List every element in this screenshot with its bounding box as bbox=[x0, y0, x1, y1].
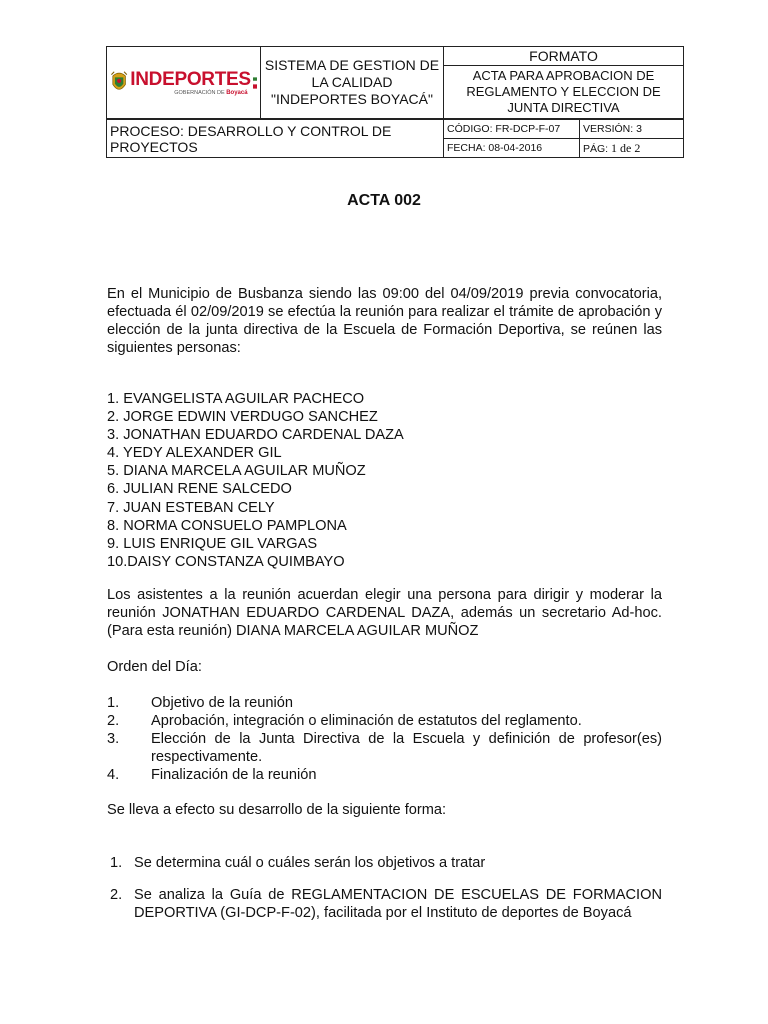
attendee-item: 4. YEDY ALEXANDER GIL bbox=[107, 445, 282, 462]
format-title: ACTA PARA APROBACION DE REGLAMENTO Y ELECCION DE JUNTA DIRECTIVA bbox=[444, 66, 684, 119]
development-list bbox=[110, 854, 662, 922]
list-item bbox=[110, 854, 662, 872]
format-label: FORMATO bbox=[444, 47, 684, 66]
list-item bbox=[107, 730, 662, 766]
development-intro: Se lleva a efecto su desarrollo de la siguiente forma: bbox=[107, 802, 447, 818]
list-item bbox=[110, 886, 662, 922]
attendee-item: 10.DAISY CONSTANZA QUIMBAYO bbox=[107, 553, 345, 570]
agenda-heading: Orden del Día: bbox=[107, 659, 202, 675]
attendee-item: 7. JUAN ESTEBAN CELY bbox=[107, 499, 275, 516]
attendee-item: 1. EVANGELISTA AGUILAR PACHECO bbox=[107, 391, 365, 407]
list-item-text: Elección de la Junta Directiva de la Escuela y definición de profesor(es) respectivamente. bbox=[151, 731, 662, 765]
list-item-text: Se analiza la Guía de REGLAMENTACION DE ESCUELAS DE FORMACION DEPORTIVA (GI-DCP-F-02), facilitada por el Instituto de deportes de Boyacá bbox=[134, 887, 662, 921]
code-label: CÓDIGO: FR-DCP-F-07 bbox=[444, 120, 580, 139]
document-header-table bbox=[106, 46, 684, 119]
process-label: PROCESO: DESARROLLO Y CONTROL DE PROYECTOS bbox=[107, 120, 444, 158]
version-label: VERSIÓN: 3 bbox=[580, 120, 684, 139]
attendee-item: 8. NORMA CONSUELO PAMPLONA bbox=[107, 517, 347, 534]
list-item-text: Aprobación, integración o eliminación de estatutos del reglamento. bbox=[151, 713, 582, 729]
coat-of-arms-icon bbox=[110, 65, 128, 101]
list-item bbox=[107, 766, 662, 784]
list-item-number: 1. bbox=[107, 695, 120, 711]
attendee-item: 9. LUIS ENRIQUE GIL VARGAS bbox=[107, 535, 318, 552]
list-item-text: Objetivo de la reunión bbox=[151, 695, 293, 711]
system-title-cell: SISTEMA DE GESTION DE LA CALIDAD "INDEPORTES BOYACÁ" bbox=[261, 47, 444, 119]
list-item-number: 3. bbox=[107, 731, 120, 747]
list-item-text: Se determina cuál o cuáles serán los objetivos a tratar bbox=[134, 855, 486, 871]
logo-cell bbox=[107, 47, 261, 119]
attendee-item: 5. DIANA MARCELA AGUILAR MUÑOZ bbox=[107, 463, 366, 480]
document-header-meta bbox=[106, 119, 684, 158]
list-item-number: 2. bbox=[107, 713, 120, 729]
page-label: PÁG: 1 de 2 bbox=[580, 139, 684, 158]
date-label: FECHA: 08-04-2016 bbox=[444, 139, 580, 158]
attendee-item: 2. JORGE EDWIN VERDUGO SANCHEZ bbox=[107, 409, 378, 426]
list-item-text: Finalización de la reunión bbox=[151, 767, 317, 783]
indeportes-logo bbox=[110, 47, 257, 118]
flag-stripes-icon bbox=[253, 75, 257, 91]
attendee-item: 6. JULIAN RENE SALCEDO bbox=[107, 481, 292, 498]
agenda-list bbox=[107, 694, 662, 784]
list-item bbox=[107, 712, 662, 730]
attendees-list bbox=[107, 390, 662, 571]
moderator-paragraph: Los asistentes a la reunión acuerdan elegir una persona para dirigir y moderar la reunión JONATHAN EDUARDO CARDENAL DAZA, además un secretario Ad-hoc. (Para esta reunión) DIANA MARCELA AGUILAR MUÑOZ bbox=[107, 587, 662, 639]
list-item-number: 2. bbox=[110, 887, 123, 903]
logo-wordmark: INDEPORTES bbox=[130, 68, 251, 90]
list-item-number: 4. bbox=[107, 767, 120, 783]
document-title: ACTA 002 bbox=[347, 192, 421, 209]
intro-paragraph: En el Municipio de Busbanza siendo las 09:00 del 04/09/2019 previa convocatoria, efectuada él 02/09/2019 se efectúa la reunión para realizar el trámite de aprobación y elección de la junta directiva de la Escuela de Formación Deportiva, se reúnen las siguientes personas: bbox=[107, 286, 662, 356]
attendee-item: 3. JONATHAN EDUARDO CARDENAL DAZA bbox=[107, 427, 404, 444]
list-item bbox=[107, 694, 662, 712]
list-item-number: 1. bbox=[110, 855, 123, 871]
logo-subtext: GOBERNACIÓN DE Boyacá bbox=[174, 89, 248, 96]
